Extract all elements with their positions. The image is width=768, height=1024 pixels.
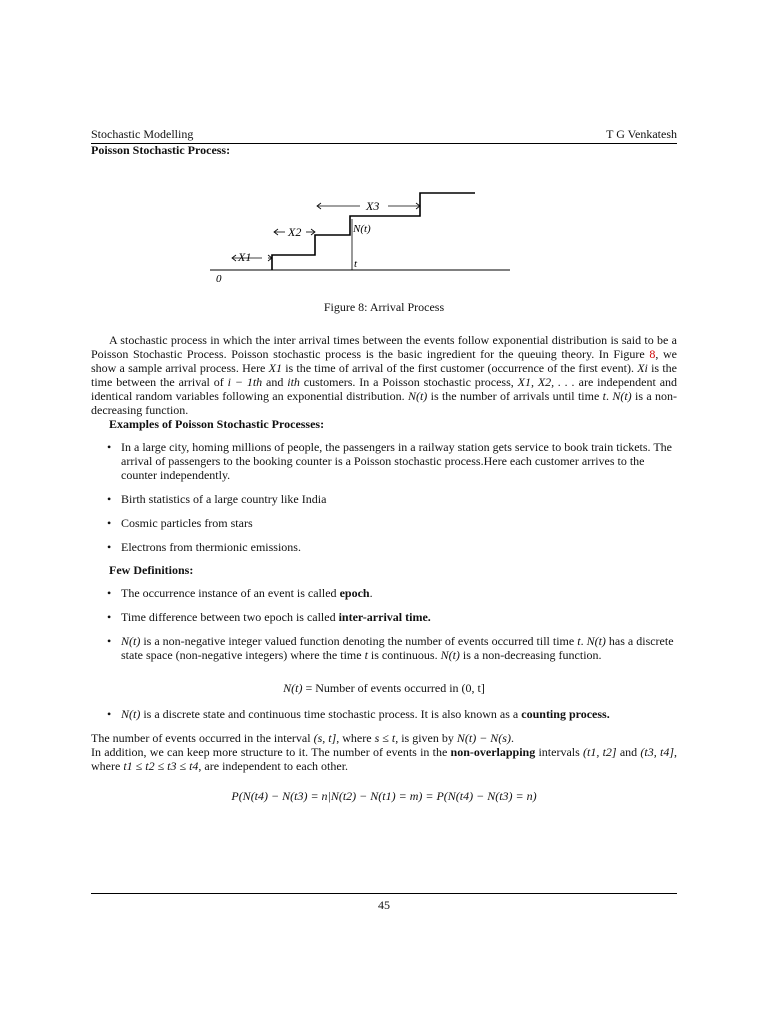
- list-item: • Time difference between two epoch is called inter-arrival time.: [107, 610, 677, 624]
- x3-label: X3: [366, 199, 380, 213]
- equation-independence: P(N(t4) − N(t3) = n|N(t2) − N(t1) = m) = P(N(t4) − N(t3) = n): [231, 789, 537, 803]
- footer-divider: [91, 893, 677, 894]
- definitions-heading: Few Definitions:: [109, 563, 194, 577]
- list-item: • Birth statistics of a large country like India: [107, 492, 677, 506]
- list-item: • N(t) is a non-negative integer valued function denoting the number of events occurred till time t. N(t) has a discrete state space (non-negative integers) where the time t is continuous. N(t) is a non-decreasing function.: [107, 634, 677, 662]
- intro-paragraph: A stochastic process in which the inter arrival times between the events follow exponential distribution is said to be a Poisson Stochastic Process. Poisson stochastic process is the basic ingredient for the queuing theory. In Figure 8, we show a sample arrival process. Here X1 is the time of arrival of the first customer (occurrence of the first event). Xi is the time between the arrival of i − 1th and ith customers. In a Poisson stochastic process, X1, X2, . . . are independent and identical random variables following an exponential distribution. N(t) is the number of arrivals until time t. N(t) is a non-decreasing function.: [91, 333, 678, 417]
- nt-label: N(t): [353, 223, 371, 235]
- t-label: t: [354, 258, 358, 270]
- header-left: Stochastic Modelling: [91, 127, 194, 141]
- x1-label: X1: [238, 250, 252, 264]
- closing-paragraph: The number of events occurred in the interval (s, t], where s ≤ t, is given by N(t) − N(s). In addition, we can keep more structure to it. The number of events in the non-overlapping intervals (t1, t2] and (t3, t4], where t1 ≤ t2 ≤ t3 ≤ t4, are independent to each other.: [91, 731, 677, 773]
- arrival-process-figure: [200, 185, 520, 285]
- x2-label: X2: [288, 225, 302, 239]
- list-item: • N(t) is a discrete state and continuous time stochastic process. It is also known as a counting process.: [107, 707, 677, 721]
- examples-heading: Examples of Poisson Stochastic Processes:: [109, 417, 325, 431]
- definitions-list: [107, 586, 677, 672]
- examples-list: [107, 440, 677, 564]
- figure-ref-link[interactable]: 8: [649, 347, 656, 361]
- list-item: • In a large city, homing millions of people, the passengers in a railway station gets service to book train tickets. The arrival of passengers to the booking counter is a Poisson stochastic process.Here each customer arrives to the counter independently.: [107, 440, 677, 482]
- header-right: T G Venkatesh: [606, 127, 677, 141]
- page-number: 45: [378, 898, 390, 912]
- definitions-list-cont: [107, 707, 677, 731]
- page-header: [91, 127, 677, 144]
- equation-nt: N(t) = Number of events occurred in (0, t]: [283, 681, 485, 695]
- section-title: Poisson Stochastic Process:: [91, 143, 231, 157]
- list-item: • Cosmic particles from stars: [107, 516, 677, 530]
- figure-caption: Figure 8: Arrival Process: [323, 300, 445, 314]
- list-item: • The occurrence instance of an event is called epoch.: [107, 586, 677, 600]
- list-item: • Electrons from thermionic emissions.: [107, 540, 677, 554]
- arrival-process-diagram: [200, 185, 520, 285]
- origin-label: 0: [216, 273, 222, 285]
